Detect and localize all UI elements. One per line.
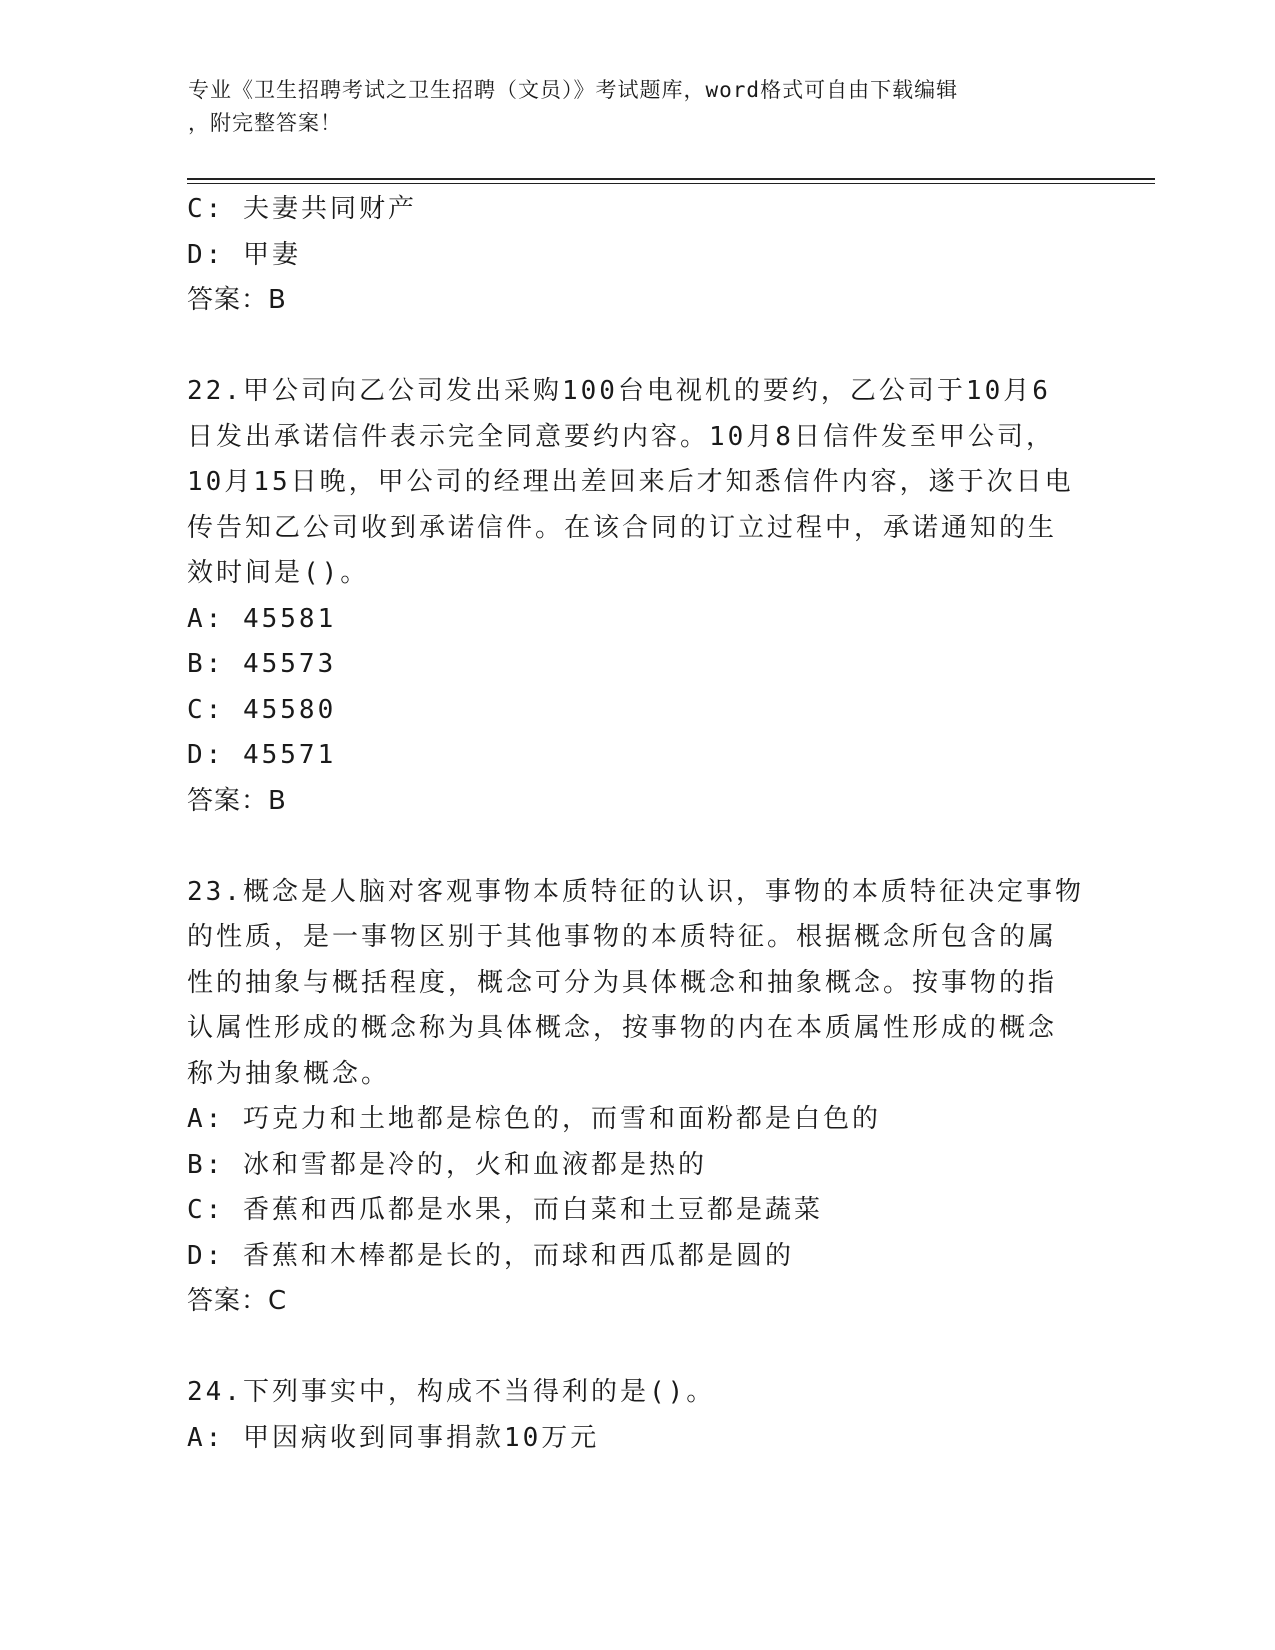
option-d: D: 香蕉和木棒都是长的，而球和西瓜都是圆的 — [187, 1240, 794, 1271]
question-stem-line: 的性质，是一事物区别于其他事物的本质特征。根据概念所包含的属 — [187, 922, 1058, 952]
header-line-2: ，附完整答案！ — [188, 111, 342, 135]
question-stem-line: 认属性形成的概念称为具体概念，按事物的内在本质属性形成的概念 — [187, 1013, 1058, 1043]
answer-line: 答案：C — [187, 1286, 288, 1316]
question-list — [187, 187, 1087, 1461]
answer-line: 答案：B — [187, 285, 287, 315]
header-rule-thin — [187, 183, 1155, 184]
option-a: A: 巧克力和土地都是棕色的，而雪和面粉都是白色的 — [187, 1104, 881, 1134]
header-line-1: 专业《卫生招聘考试之卫生招聘（文员）》考试题库，word格式可自由下载编辑 — [188, 78, 959, 102]
option-a: A: 45581 — [187, 603, 337, 634]
previous-question-block — [187, 187, 1087, 324]
answer-line: 答案：B — [187, 785, 287, 816]
option-c: C: 45580 — [187, 694, 337, 725]
option-c: C: 香蕉和西瓜都是水果，而白菜和土豆都是蔬菜 — [187, 1195, 823, 1225]
question-24 — [187, 1370, 1087, 1461]
header-rule-thick — [187, 178, 1155, 180]
spacer — [187, 1325, 1087, 1371]
option-b: B: 45573 — [187, 649, 337, 679]
question-stem-line: 传告知乙公司收到承诺信件。在该合同的订立过程中，承诺通知的生 — [187, 512, 1058, 543]
spacer — [187, 324, 1087, 370]
question-22 — [187, 369, 1087, 824]
question-stem-line: 日发出承诺信件表示完全同意要约内容。10月8日信件发至甲公司， — [187, 421, 1055, 452]
option-a: A: 甲因病收到同事捐款10万元 — [187, 1422, 600, 1453]
question-stem-line: 10月15日晚，甲公司的经理出差回来后才知悉信件内容，遂于次日电 — [187, 467, 1074, 497]
question-stem-line: 性的抽象与概括程度，概念可分为具体概念和抽象概念。按事物的指 — [187, 967, 1058, 998]
option-d: D: 45571 — [187, 740, 337, 770]
question-stem-line: 称为抽象概念。 — [187, 1058, 391, 1089]
spacer — [187, 824, 1087, 870]
option-d: D: 甲妻 — [187, 239, 301, 270]
question-stem-line: 24.下列事实中，构成不当得利的是()。 — [187, 1377, 716, 1407]
question-stem-line: 23.概念是人脑对客观事物本质特征的认识，事物的本质特征决定事物 — [187, 876, 1084, 907]
question-23 — [187, 870, 1087, 1325]
option-b: B: 冰和雪都是冷的，火和血液都是热的 — [187, 1149, 707, 1180]
question-stem-line: 22.甲公司向乙公司发出采购100台电视机的要约，乙公司于10月6 — [187, 376, 1051, 406]
document-header — [188, 74, 1088, 140]
question-stem-line: 效时间是()。 — [187, 558, 370, 588]
option-c: C: 夫妻共同财产 — [187, 194, 417, 224]
